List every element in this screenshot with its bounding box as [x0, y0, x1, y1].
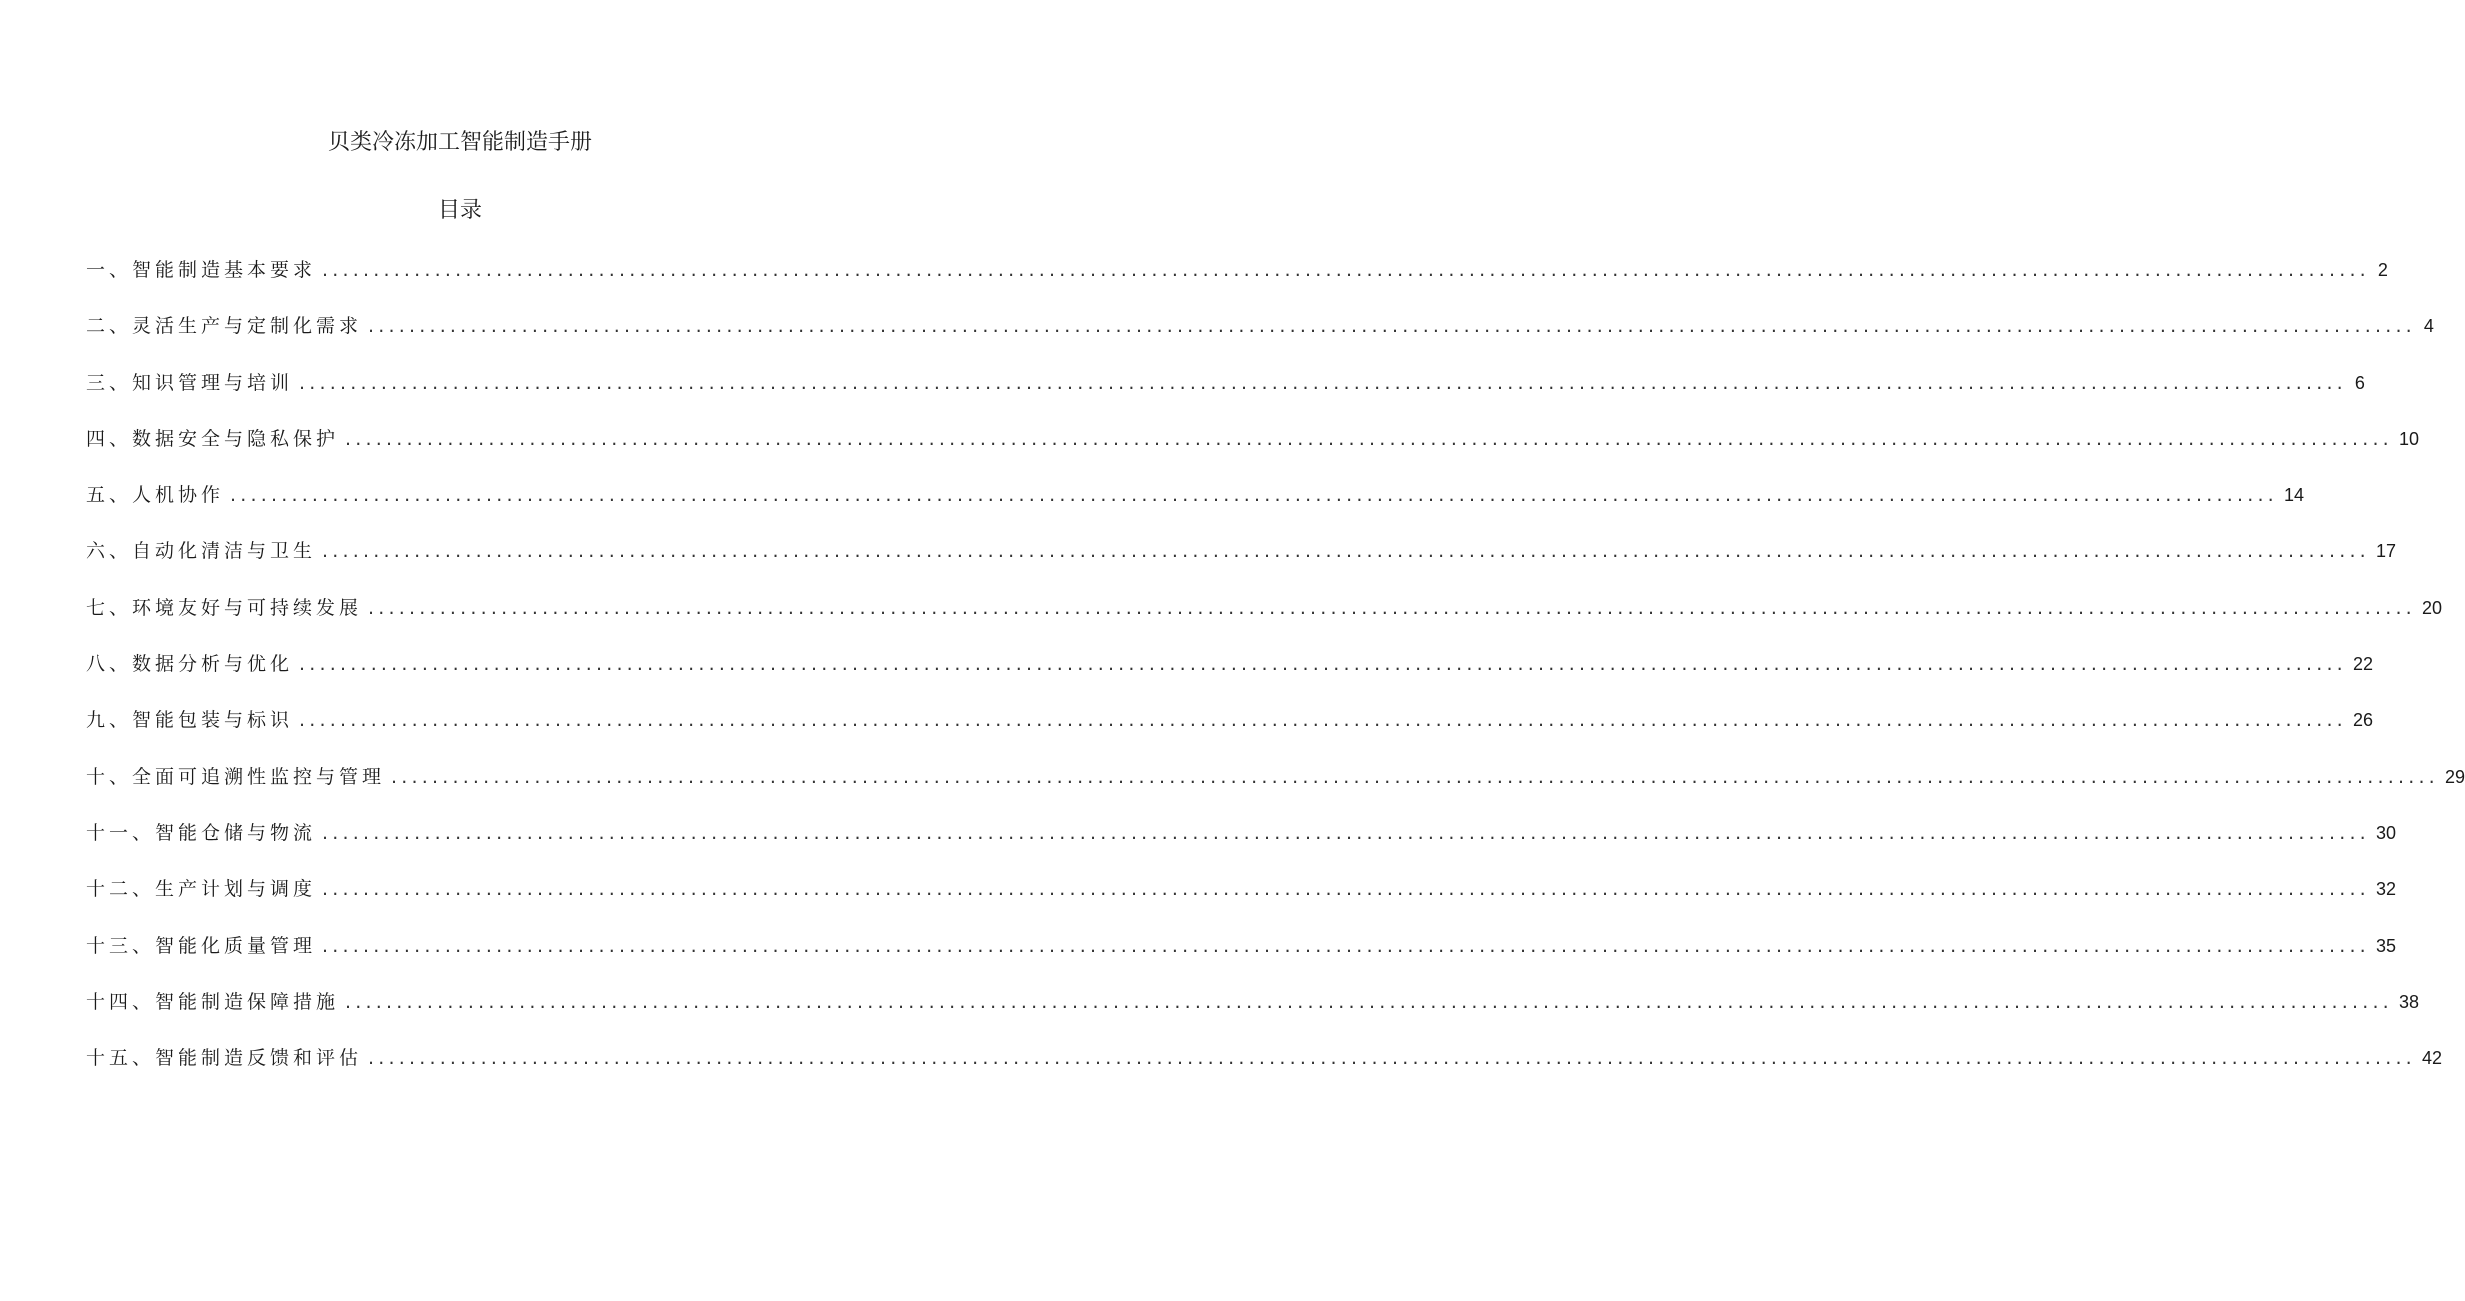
toc-dot-leader: ........................................................................................................................................................................................................	[368, 315, 2416, 338]
toc-dot-leader: ........................................................................................................................................................................................................	[322, 259, 2370, 281]
toc-entry-page: 14	[2283, 485, 2304, 506]
toc-entry-label: 十一、智能仓储与物流	[86, 821, 317, 844]
toc-dot-leader: ........................................................................................................................................................................................................	[322, 821, 2370, 844]
toc-dot-leader: ........................................................................................................................................................................................................	[299, 709, 2347, 732]
toc-dot-leader: ........................................................................................................................................................................................................	[322, 878, 2370, 901]
toc-entry-label: 十四、智能制造保障措施	[86, 990, 340, 1013]
toc-entry[interactable]	[86, 534, 2396, 590]
toc-dot-leader: ........................................................................................................................................................................................................	[322, 934, 2370, 957]
toc-entry[interactable]	[86, 253, 2388, 309]
toc-entry-label: 六、自动化清洁与卫生	[86, 540, 317, 563]
toc-entry-label: 五、人机协作	[86, 484, 225, 507]
toc-entry-page: 29	[2444, 766, 2465, 787]
toc-entry-label: 十二、生产计划与调度	[86, 878, 317, 901]
toc-dot-leader: ........................................................................................................................................................................................................	[345, 427, 2393, 450]
toc-dot-leader: ........................................................................................................................................................................................................	[368, 596, 2416, 619]
toc-entry-label: 十、全面可追溯性监控与管理	[86, 765, 386, 788]
toc-entry-page: 38	[2398, 991, 2419, 1012]
toc-entry-page: 6	[2354, 372, 2365, 393]
table-of-contents	[86, 253, 2465, 1097]
toc-entry-label: 九、智能包装与标识	[86, 709, 294, 732]
toc-entry[interactable]	[86, 872, 2396, 928]
toc-entry-label: 十三、智能化质量管理	[86, 934, 317, 957]
toc-entry[interactable]	[86, 647, 2373, 703]
toc-entry-page: 22	[2352, 654, 2373, 675]
toc-dot-leader: ........................................................................................................................................................................................................	[299, 653, 2347, 676]
toc-entry-page: 30	[2375, 822, 2396, 843]
toc-entry-page: 2	[2377, 260, 2388, 280]
toc-entry[interactable]	[86, 929, 2396, 985]
toc-entry-label: 一、智能制造基本要求	[86, 259, 317, 281]
toc-dot-leader: ........................................................................................................................................................................................................	[230, 484, 2278, 507]
toc-entry[interactable]	[86, 591, 2442, 647]
toc-dot-leader: ........................................................................................................................................................................................................	[322, 540, 2370, 563]
toc-entry-page: 20	[2421, 597, 2442, 618]
toc-entry[interactable]	[86, 366, 2365, 422]
toc-entry-label: 十五、智能制造反馈和评估	[86, 1047, 363, 1070]
toc-entry[interactable]	[86, 985, 2419, 1041]
toc-entry-label: 八、数据分析与优化	[86, 653, 294, 676]
toc-entry-page: 17	[2375, 541, 2396, 562]
toc-entry[interactable]	[86, 1041, 2442, 1097]
toc-entry-label: 三、知识管理与培训	[86, 371, 294, 394]
toc-entry-page: 26	[2352, 710, 2373, 731]
document-title: 贝类冷冻加工智能制造手册	[327, 130, 592, 155]
toc-entry-page: 35	[2375, 935, 2396, 956]
toc-entry-page: 42	[2421, 1048, 2442, 1069]
toc-dot-leader: ........................................................................................................................................................................................................	[368, 1047, 2416, 1070]
toc-entry-page: 4	[2423, 316, 2434, 337]
toc-entry-page: 32	[2375, 879, 2396, 900]
toc-entry[interactable]	[86, 309, 2434, 365]
toc-entry[interactable]	[86, 703, 2373, 759]
toc-heading: 目录	[437, 198, 482, 223]
toc-entry[interactable]	[86, 478, 2304, 534]
toc-entry-label: 二、灵活生产与定制化需求	[86, 315, 363, 338]
toc-dot-leader: ........................................................................................................................................................................................................	[391, 765, 2439, 788]
toc-entry[interactable]	[86, 816, 2396, 872]
toc-dot-leader: ........................................................................................................................................................................................................	[299, 371, 2347, 394]
toc-entry-page: 10	[2398, 428, 2419, 449]
toc-entry-label: 四、数据安全与隐私保护	[86, 427, 340, 450]
toc-entry-label: 七、环境友好与可持续发展	[86, 596, 363, 619]
toc-entry[interactable]	[86, 422, 2419, 478]
toc-entry[interactable]	[86, 760, 2465, 816]
toc-dot-leader: ........................................................................................................................................................................................................	[345, 990, 2393, 1013]
